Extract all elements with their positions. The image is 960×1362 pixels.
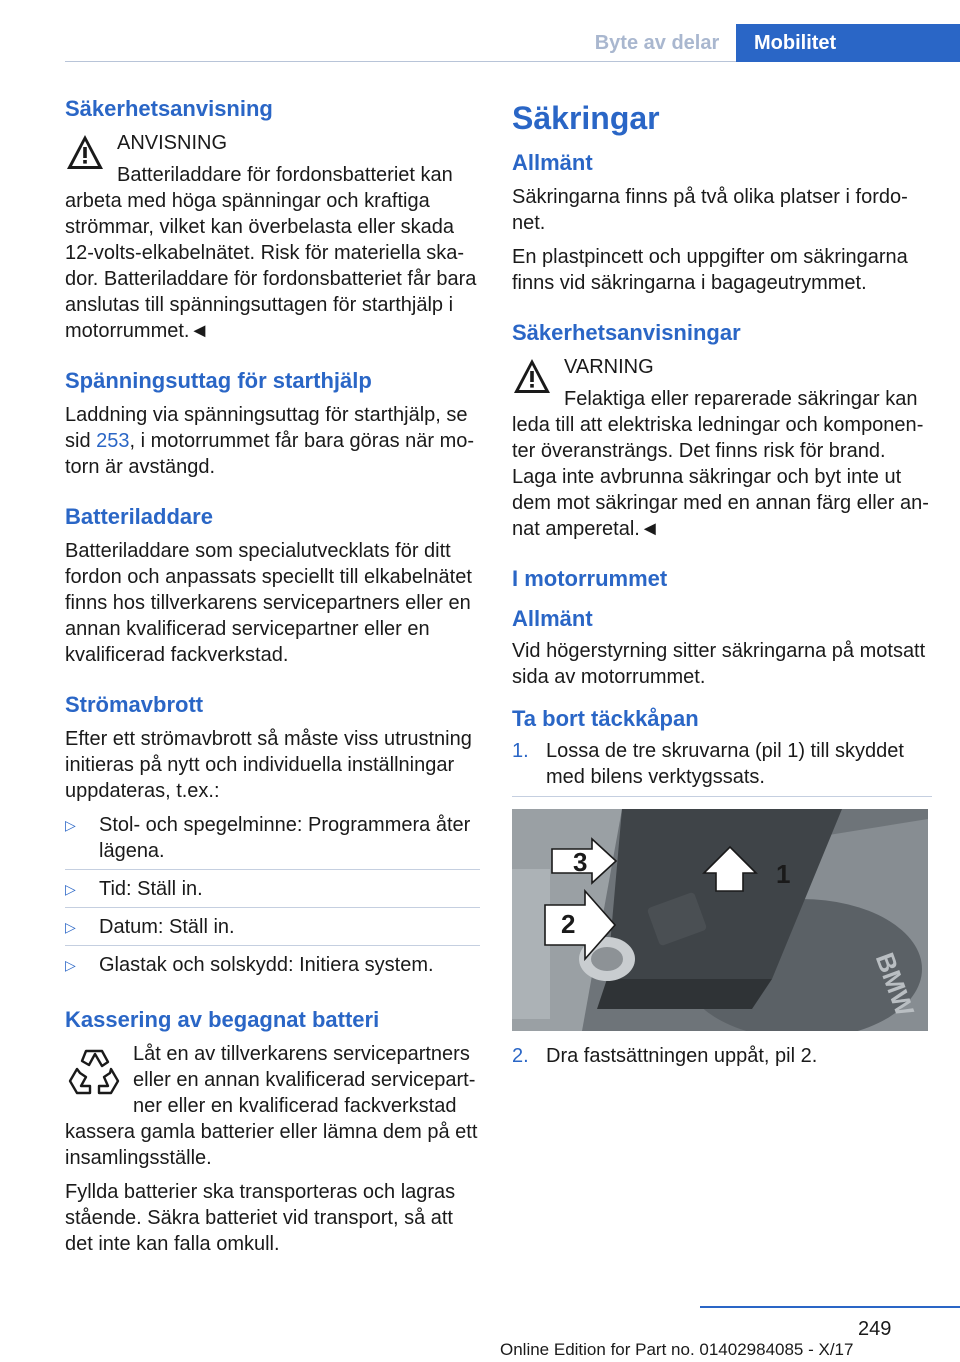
warning-triangle-icon	[512, 356, 552, 396]
edition-text: Online Edition for Part no. 01402984085 - X/17	[500, 1340, 854, 1359]
triangle-bullet-icon: ▷	[65, 957, 76, 973]
list-item	[65, 812, 480, 870]
allmant-text-1: Säkringarna finns på två olika platser i fordonet.	[512, 186, 908, 234]
subsection-title-allmant: Allmänt	[512, 606, 593, 631]
notice-label: ANVISNING	[117, 132, 228, 154]
section-title-kassering: Kassering av begagnat batteri	[65, 1007, 380, 1032]
figure-brand-label: BMW	[869, 948, 921, 1020]
header-tab-byte-av-delar[interactable]: Byte av delar	[594, 32, 720, 54]
figure-label-2: 2	[561, 909, 576, 939]
section-title-stromavbrott: Strömavbrott	[65, 692, 204, 717]
warning-triangle-icon	[65, 132, 105, 172]
step-item	[512, 1043, 932, 1069]
section-title-allmant: Allmänt	[512, 150, 593, 175]
warning-text: Felaktiga eller reparerade säkringar kan leda till att elektriska ledningar och komponenter överansträngs. Det finns risk för brand. Laga inte avbrunna säkringar och byt inte ut dem mot säkringar med en annan färg eller annat amperetal.◄	[512, 388, 929, 540]
step-text: Lossa de tre skruvarna (pil 1) till skyddet med bilens verktygssats.	[546, 740, 904, 788]
triangle-bullet-icon: ▷	[65, 919, 76, 935]
subsection-title-ta-bort-tackkapan: Ta bort täckkåpan	[512, 706, 699, 731]
page-title-sakringar: Säkringar	[512, 100, 660, 136]
left-column	[65, 96, 480, 1265]
stromavbrott-list	[65, 812, 480, 983]
list-item-text: Stol- och spegelminne: Programmera åter lägena.	[99, 814, 471, 862]
kassering-text-2: Fyllda batterier ska transporteras och lagras stående. Säkra batteriet vid transport, så att det inte kan falla omkull.	[65, 1181, 456, 1255]
footer-rule	[700, 1306, 960, 1308]
page-number: 249	[858, 1318, 892, 1340]
section-title-sakerhetsanvisningar: Säkerhetsanvisningar	[512, 320, 741, 345]
list-item	[65, 914, 480, 946]
step-number: 1.	[512, 740, 529, 762]
section-title-i-motorrummet: I motorrummet	[512, 566, 668, 591]
kassering-text-1: Låt en av tillverkarens servicepartners eller en annan kvalificerad servicepartner eller en kvalificerad fackverkstad kassera gamla batterier eller lämna dem på ett insamlingsställe.	[65, 1043, 478, 1169]
recycle-icon	[65, 1045, 123, 1101]
spanningsuttag-text	[65, 402, 480, 480]
notice-text: Batteriladdare för fordonsbatteriet kan arbeta med höga spänningar och kraftiga strömmar, vilket kan överbelasta eller skada 12‑volts‑elkabelnätet. Risk för materiella skador. Batteriladdare för fordonsbatteriet får bara anslutas till spänningsuttagen för starthjälp i motorrummet.◄	[65, 164, 477, 342]
section-title-spanningsuttag: Spänningsuttag för starthjälp	[65, 368, 372, 393]
figure-label-1: 1	[776, 859, 791, 889]
list-item-text: Datum: Ställ in.	[99, 916, 235, 938]
spanningsuttag-text-a: Laddning via spänningsuttag för starthjälp, se sid	[65, 404, 468, 452]
header-tab-mobilitet[interactable]: Mobilitet	[736, 24, 960, 62]
triangle-bullet-icon: ▷	[65, 881, 76, 897]
notice-block	[65, 130, 480, 344]
right-column	[512, 96, 932, 1069]
step-number: 2.	[512, 1045, 529, 1067]
motorrummet-text: Vid högerstyrning sitter säkringarna på motsatt sida av motorrummet.	[512, 640, 926, 688]
triangle-bullet-icon: ▷	[65, 817, 76, 833]
engine-bay-figure	[512, 809, 928, 1031]
list-item	[65, 876, 480, 908]
batteriladdare-text: Batteriladdare som specialutvecklats för ditt fordon och anpassats speciellt till elkabelnätet finns hos tillverkarens servicepartners eller en annan kvalificerad servicepartner eller en kvalificerad fackverkstad.	[65, 540, 472, 666]
spanningsuttag-text-b: , i motorrummet får bara göras när motorn är avstängd.	[65, 430, 475, 478]
step-text: Dra fastsättningen uppåt, pil 2.	[546, 1045, 818, 1067]
steps-list	[512, 738, 932, 797]
page-link-253[interactable]: 253	[96, 430, 130, 452]
warning-block	[512, 354, 932, 542]
list-item	[65, 952, 480, 983]
recycle-block	[65, 1041, 480, 1179]
list-item-text: Tid: Ställ in.	[99, 878, 203, 900]
section-title-sakerhetsanvisning: Säkerhetsanvisning	[65, 96, 273, 121]
allmant-text-2: En plastpincett och uppgifter om säkringarna finns vid säkringarna i bagageutrymmet.	[512, 246, 908, 294]
figure-label-3: 3	[573, 847, 588, 877]
list-item-text: Glastak och solskydd: Initiera system.	[99, 954, 434, 976]
stromavbrott-text: Efter ett strömavbrott så måste viss utrustning initieras på nytt och individuella inställningar uppdateras, t.ex.:	[65, 728, 472, 802]
warning-label: VARNING	[564, 356, 654, 378]
step-item	[512, 738, 932, 797]
steps-list-continued	[512, 1043, 932, 1069]
section-title-batteriladdare: Batteriladdare	[65, 504, 213, 529]
